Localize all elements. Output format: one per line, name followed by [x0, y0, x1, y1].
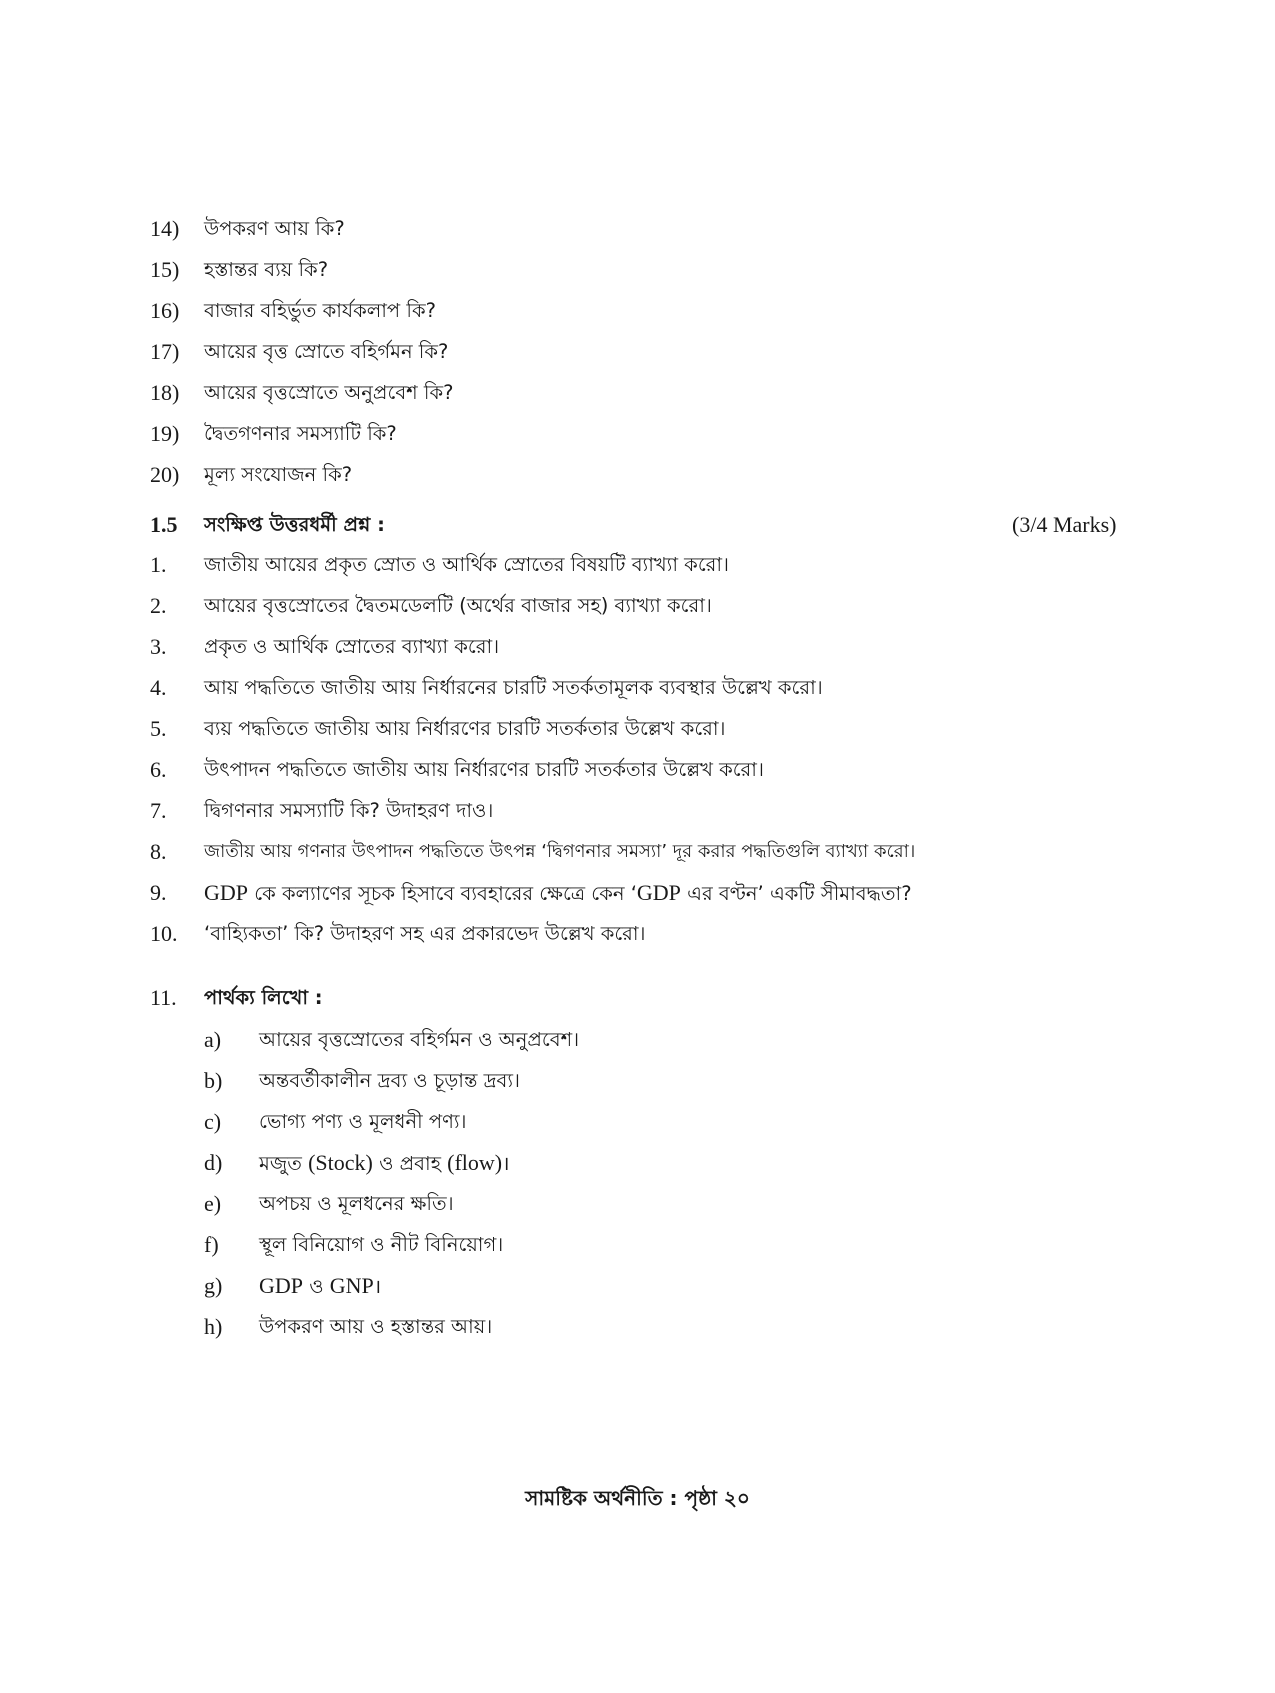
sub-item-label: e): [204, 1191, 222, 1216]
sub-item-label: g): [204, 1273, 223, 1298]
question-text: ব্যয় পদ্ধতিতে জাতীয় আয় নির্ধারণের চারটি সতর্কতার উল্লেখ করো।: [204, 717, 726, 740]
question-text: বাজার বহির্ভুত কার্যকলাপ কি?: [204, 299, 436, 322]
section-title: সংক্ষিপ্ত উত্তরধর্মী প্রশ্ন :: [204, 513, 385, 536]
question-text: মূল্য সংযোজন কি?: [204, 463, 353, 486]
question-text: জাতীয় আয় গণনার উৎপাদন পদ্ধতিতে উৎপন্ন ‘দ্বিগণনার সমস্যা’ দূর করার পদ্ধতিগুলি ব্যাখ্যা করো।: [204, 841, 916, 862]
question-number: 2.: [150, 593, 167, 618]
abbr-gdp: GDP: [259, 1273, 304, 1298]
question-number: 19): [150, 421, 180, 446]
question-text: হস্তান্তর ব্যয় কি?: [204, 258, 329, 281]
question-title: পার্থক্য লিখো :: [204, 986, 323, 1009]
question-number: 4.: [150, 675, 167, 700]
sub-item-text: [259, 1266, 381, 1307]
section-number: 1.5: [150, 512, 178, 537]
question-number: 20): [150, 462, 180, 487]
term-flow: (flow): [447, 1150, 503, 1175]
question-text: আয় পদ্ধতিতে জাতীয় আয় নির্ধারনের চারটি সতর্কতামূলক ব্যবস্থার উল্লেখ করো।: [204, 676, 823, 699]
sub-item-text: [259, 1143, 510, 1184]
question-number: 1.: [150, 552, 167, 577]
abbr-gdp: GDP: [636, 880, 681, 905]
question-number: 8.: [150, 839, 167, 864]
question-number: 18): [150, 380, 180, 405]
sub-item-text-part: ।: [373, 1275, 382, 1298]
sub-item-text: ভোগ্য পণ্য ও মূলধনী পণ্য।: [259, 1110, 467, 1133]
sub-item-text-part: ও: [303, 1275, 330, 1298]
question-number: 6.: [150, 757, 167, 782]
question-text: উপকরণ আয় কি?: [204, 217, 345, 240]
question-number: 3.: [150, 634, 167, 659]
question-text: আয়ের বৃত্তস্রোতের দ্বৈতমডেলটি (অর্থের বাজার সহ) ব্যাখ্যা করো।: [204, 594, 712, 617]
sub-item-label: c): [204, 1109, 222, 1134]
question-number: 15): [150, 257, 180, 282]
sub-item-text-part: ও প্রবাহ: [372, 1152, 448, 1175]
question-text: ‘বাহ্যিকতা’ কি? উদাহরণ সহ এর প্রকারভেদ উল্লেখ করো।: [204, 922, 646, 945]
sub-item-text-part: ।: [502, 1152, 510, 1175]
question-number: 10.: [150, 921, 178, 946]
question-number: 17): [150, 339, 180, 364]
section-marks: (3/4 Marks): [1012, 512, 1117, 537]
question-text: [204, 873, 912, 914]
page-footer: সামষ্টিক অর্থনীতি : পৃষ্ঠা ২০: [525, 1486, 750, 1510]
sub-item-label: d): [204, 1150, 223, 1175]
sub-item-text-part: মজুত: [259, 1152, 309, 1175]
question-text: উৎপাদন পদ্ধতিতে জাতীয় আয় নির্ধারণের চারটি সতর্কতার উল্লেখ করো।: [204, 758, 764, 781]
sub-item-label: f): [204, 1232, 219, 1257]
abbr-gdp: GDP: [204, 880, 249, 905]
section-heading: [0, 505, 1275, 545]
question-number: 5.: [150, 716, 167, 741]
sub-item-label: b): [204, 1068, 223, 1093]
question-text: দ্বিগণনার সমস্যাটি কি? উদাহরণ দাও।: [204, 799, 494, 822]
sub-item-text: স্থূল বিনিয়োগ ও নীট বিনিয়োগ।: [259, 1233, 504, 1256]
sub-item-label: h): [204, 1314, 223, 1339]
question-text: দ্বৈতগণনার সমস্যাটি কি?: [204, 422, 397, 445]
question-number: 11.: [150, 985, 177, 1010]
sub-item-text: আয়ের বৃত্তস্রোতের বহির্গমন ও অনুপ্রবেশ।: [259, 1028, 580, 1051]
sub-item-label: a): [204, 1027, 222, 1052]
question-text-part: এর বণ্টন’ একটি সীমাবদ্ধতা?: [680, 882, 912, 905]
question-text: জাতীয় আয়ের প্রকৃত স্রোত ও আর্থিক স্রোতের বিষয়টি ব্যাখ্যা করো।: [204, 553, 730, 576]
question-number: 16): [150, 298, 180, 323]
question-text-part: কে কল্যাণের সূচক হিসাবে ব্যবহারের ক্ষেত্রে কেন ‘: [248, 882, 637, 905]
sub-item-text: উপকরণ আয় ও হস্তান্তর আয়।: [259, 1315, 493, 1338]
question-text: আয়ের বৃত্তস্রোতে অনুপ্রবেশ কি?: [204, 381, 454, 404]
question-number: 7.: [150, 798, 167, 823]
question-text: প্রকৃত ও আর্থিক স্রোতের ব্যাখ্যা করো।: [204, 635, 500, 658]
term-stock: (Stock): [308, 1150, 373, 1175]
sub-item-text: অন্তবর্তীকালীন দ্রব্য ও চূড়ান্ত দ্রব্য।: [259, 1069, 521, 1092]
question-number: 9.: [150, 880, 167, 905]
question-text: আয়ের বৃত্ত স্রোতে বহির্গমন কি?: [204, 340, 449, 363]
question-number: 14): [150, 216, 180, 241]
abbr-gnp: GNP: [329, 1273, 374, 1298]
sub-item-text: অপচয় ও মূলধনের ক্ষতি।: [259, 1192, 454, 1215]
